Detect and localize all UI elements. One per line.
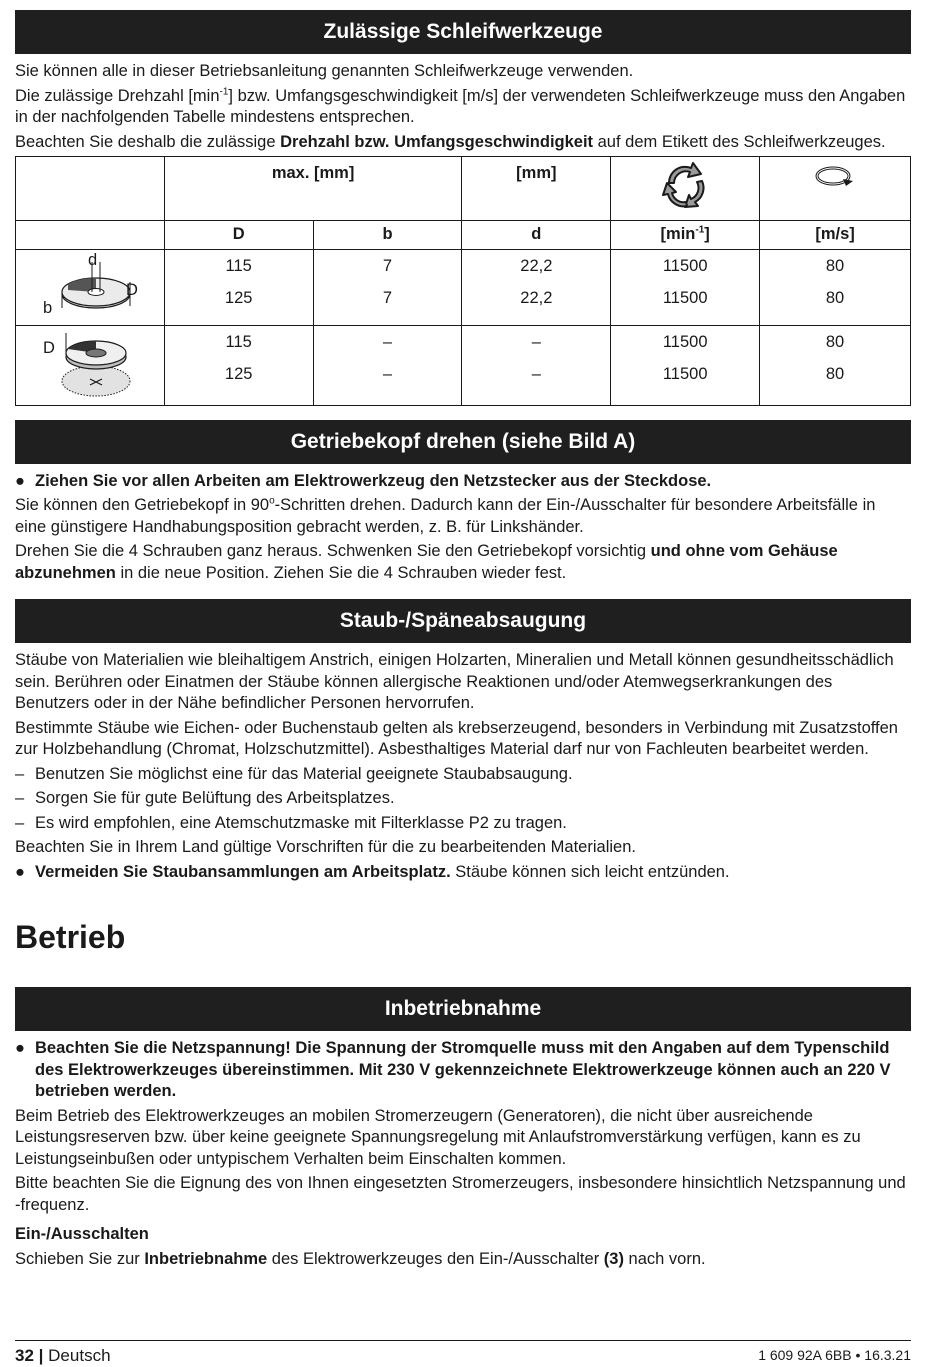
table-corner-sub <box>16 220 165 249</box>
disc-flat-illustration <box>16 249 165 325</box>
paragraph: Drehen Sie die 4 Schrauben ganz heraus. Schwenken Sie den Getriebekopf vorsichtig und ohne vom Gehäuse abzunehmen in die neue Position. Ziehen Sie die 4 Schrauben wieder fest. <box>15 542 838 582</box>
paragraph: Beachten Sie in Ihrem Land gültige Vorschriften für die zu bearbeitenden Materialien. <box>15 838 636 856</box>
section-title-inbetriebnahme: Inbetriebnahme <box>15 987 911 1031</box>
paragraph: Sie können den Getriebekopf in 90$^o$-Schritten drehen. Dadurch kann der Ein-/Ausschalter für besondere Arbeitsfälle in eine günstigere Handhabungsposition gebracht werden, z. B. für Linkshänder. <box>15 495 876 536</box>
paragraph: Die zulässige Drehzahl $[\min^{-1}]$ bzw. Umfangsgeschwindigkeit [m/s] der verwendeten Schleifwerkzeuge muss den Angaben in der nachfolgenden Tabelle mindestens entsprechen. <box>15 86 906 126</box>
header-rotation <box>611 157 760 221</box>
paragraph: Bestimmte Stäube wie Eichen- oder Buchenstaub gelten als krebserzeugend, besonders in Verbindung mit Zusatzstoffen zur Holzbehandlung (Chromat, Holzschutzmittel). Asbesthaltiges Material darf nur von Fachleuten bearbeitet werden. <box>15 718 898 758</box>
paragraph: Beachten Sie deshalb die zulässige Drehzahl bzw. Umfangsgeschwindigkeit auf dem Etikett des Schleifwerkzeuges. <box>15 132 886 151</box>
dash-item: – Sorgen Sie für gute Belüftung des Arbeitsplatzes. <box>15 789 395 807</box>
cell-D: 115 125 <box>164 325 313 405</box>
bullet-item: ● Vermeiden Sie Staubansammlungen am Arbeitsplatz. Stäube können sich leicht entzünden. <box>15 862 730 881</box>
table-corner <box>16 157 165 221</box>
header-speed <box>760 157 911 221</box>
section-title-getriebekopf: Getriebekopf drehen (siehe Bild A) <box>15 420 911 464</box>
dash-item: – Benutzen Sie möglichst eine für das Material geeignete Staubabsaugung. <box>15 764 573 783</box>
label-D: D <box>126 280 138 299</box>
col-ms: [m/s] <box>760 220 911 249</box>
section-title-staub: Staub-/Späneabsaugung <box>15 599 911 643</box>
bullet-item: ● Ziehen Sie vor allen Arbeiten am Elektrowerkzeug den Netzstecker aus der Steckdose. <box>15 471 712 490</box>
col-D: D <box>164 220 313 249</box>
cell-d: – – <box>462 325 611 405</box>
section-title-schleifwerkzeuge: Zulässige Schleifwerkzeuge <box>15 10 911 54</box>
cell-D: 115 125 <box>164 249 313 325</box>
label-d: d <box>88 250 98 269</box>
bullet-item: ● Beachten Sie die Netzspannung! Die Spannung der Stromquelle muss mit den Angaben auf dem Typenschild des Elektrowerkzeuges übereinstimmen. Mit 230 V gekennzeichnete Elektrowerkzeuge können auch an 220 V betrieben werden. <box>15 1039 891 1100</box>
paragraph: Bitte beachten Sie die Eignung des von Ihnen eingesetzten Stromerzeugers, insbesondere hinsichtlich Netzspannung und -frequenz. <box>15 1174 906 1214</box>
document-code: 1 609 92A 6BB • 16.3.21 <box>758 1347 911 1363</box>
cell-b: 7 7 <box>313 249 462 325</box>
col-b: b <box>313 220 462 249</box>
paragraph: Schieben Sie zur Inbetriebnahme des Elektrowerkzeuges den Ein-/Ausschalter (3) nach vorn. <box>15 1249 706 1268</box>
cell-rpm: 11500 11500 <box>611 249 760 325</box>
label-b: b <box>43 298 53 317</box>
footer-left: 32 | Deutsch <box>15 1346 111 1365</box>
spec-table <box>15 156 911 406</box>
subheading: Ein-/Ausschalten <box>15 1225 149 1243</box>
cell-rpm: 11500 11500 <box>611 325 760 405</box>
circumference-speed-icon <box>813 161 857 191</box>
col-rpm: $[\min^{-1}]$ <box>611 220 760 249</box>
chapter-heading: Betrieb <box>15 919 126 955</box>
cell-d: 22,2 22,2 <box>462 249 611 325</box>
cell-ms: 80 80 <box>760 325 911 405</box>
cell-b: – – <box>313 325 462 405</box>
label-D-pad: D <box>43 338 55 357</box>
header-max-mm: max. [mm] <box>164 157 462 221</box>
paragraph: Beim Betrieb des Elektrowerkzeuges an mobilen Stromerzeugern (Generatoren), die nicht über ausreichende Leistungsreserven bzw. über keine geeignete Spannungsregelung mit Anlaufstromverstärkung verfügen, kann es zu Leistungseinbußen oder untypischem Verhalten beim Einschalten kommen. <box>15 1106 861 1168</box>
disc-pad-illustration <box>16 325 165 405</box>
page-footer <box>15 1340 911 1367</box>
col-d: d <box>462 220 611 249</box>
cell-ms: 80 80 <box>760 249 911 325</box>
rotation-arrows-icon <box>657 159 713 213</box>
paragraph: Stäube von Materialien wie bleihaltigem Anstrich, einigen Holzarten, Mineralien und Metall können gesundheitsschädlich sein. Berühren oder Einatmen der Stäube können allergische Reaktionen und/oder Atemwegserkrankungen des Benutzers oder in der Nähe befindlicher Personen hervorrufen. <box>15 651 894 712</box>
paragraph: Sie können alle in dieser Betriebsanleitung genannten Schleifwerkzeuge verwenden. <box>15 62 634 80</box>
dash-item: – Es wird empfohlen, eine Atemschutzmaske mit Filterklasse P2 zu tragen. <box>15 813 567 832</box>
manual-page <box>15 10 911 1273</box>
header-mm: [mm] <box>462 157 611 221</box>
